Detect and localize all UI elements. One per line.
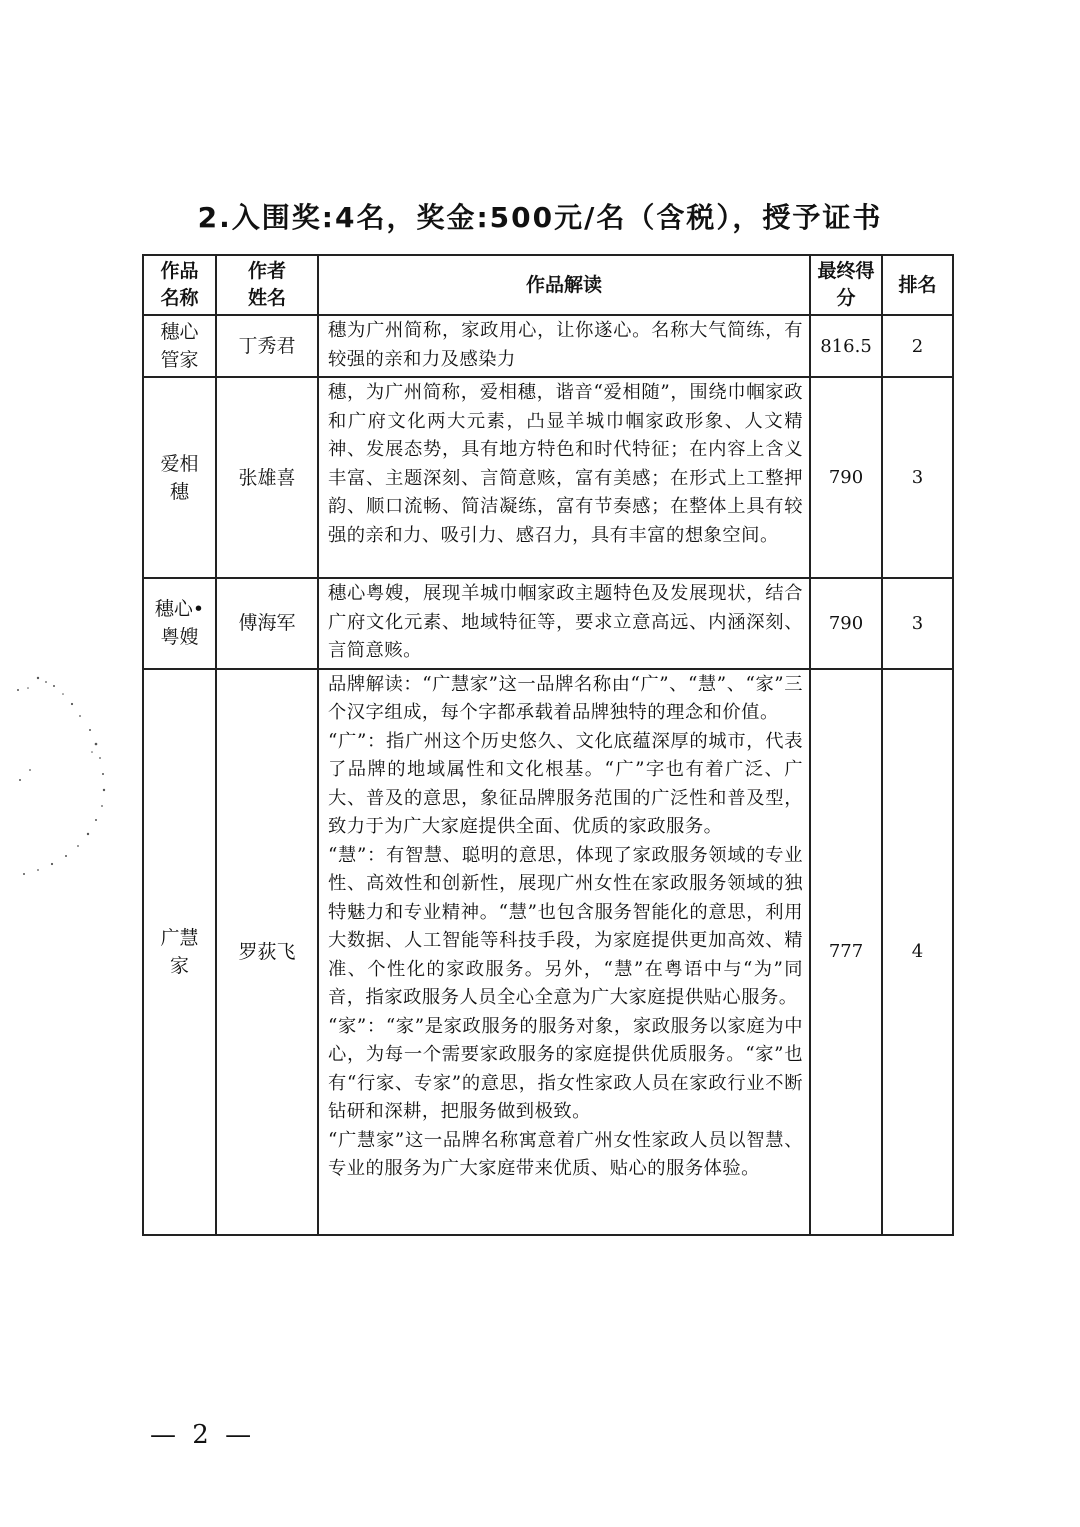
score-cell: 816.5 — [810, 315, 882, 377]
work-name-cell: 广慧 家 — [143, 669, 216, 1235]
interpretation-paragraph: “广”：指广州这个历史悠久、文化底蕴深厚的城市，代表了品牌的地域属性和文化根基。“广”字也有着广泛、广大、普及的意思，象征品牌服务范围的广泛性和普及型，致力于为广大家庭提供全面、优质的家政服务。 — [328, 730, 803, 837]
table-row — [143, 669, 953, 1235]
author-cell: 傅海军 — [216, 578, 318, 669]
table-row — [143, 377, 953, 578]
interpretation-paragraph: “慧”：有智慧、聪明的意思，体现了家政服务领域的专业性、高效性和创新性，展现广州女性在家政服务领域的独特魅力和专业精神。“慧”也包含服务智能化的意思，利用大数据、人工智能等科技手段，为家庭提供更加高效、精准、个性化的家政服务。另外，“慧”在粤语中与“为”同音，指家政服务人员全心全意为广大家庭提供贴心服务。 — [328, 844, 803, 1008]
section-title: 2.入围奖:4名，奖金:500元/名（含税），授予证书 — [197, 201, 883, 234]
header-interpretation: 作品解读 — [318, 255, 810, 315]
scan-speckle-marks — [8, 660, 118, 890]
author-cell: 罗荻飞 — [216, 669, 318, 1235]
header-rank: 排名 — [882, 255, 953, 315]
table-row — [143, 578, 953, 669]
page-number: — 2 — — [150, 1420, 256, 1450]
score-cell: 790 — [810, 578, 882, 669]
work-name-cell: 穗心 管家 — [143, 315, 216, 377]
interpretation-cell — [318, 669, 810, 1235]
interpretation-cell: 穗，为广州简称，爱相穗，谐音“爱相随”，围绕巾帼家政和广府文化两大元素，凸显羊城巾帼家政形象、人文精神、发展态势，具有地方特色和时代特征；在内容上含义丰富、主题深刻、言简意赅，富有美感；在形式上工整押韵、顺口流畅、简洁凝练，富有节奏感；在整体上具有较强的亲和力、吸引力、感召力，具有丰富的想象空间。 — [318, 377, 810, 578]
awards-table — [142, 254, 954, 1236]
interpretation-cell: 穗心粤嫂，展现羊城巾帼家政主题特色及发展现状，结合广府文化元素、地域特征等，要求立意高远、内涵深刻、言简意赅。 — [318, 578, 810, 669]
rank-cell: 3 — [882, 377, 953, 578]
interpretation-paragraph: “家”：“家”是家政服务的服务对象，家政服务以家庭为中心，为每一个需要家政服务的家庭提供优质服务。“家”也有“行家、专家”的意思，指女性家政人员在家政行业不断钻研和深耕，把服务做到极致。 — [328, 1015, 803, 1122]
interpretation-paragraph: “广慧家”这一品牌名称寓意着广州女性家政人员以智慧、专业的服务为广大家庭带来优质、贴心的服务体验。 — [328, 1129, 803, 1179]
table-header-row — [143, 255, 953, 315]
interpretation-cell: 穗为广州简称，家政用心，让你遂心。名称大气简练，有较强的亲和力及感染力 — [318, 315, 810, 377]
header-final-score: 最终得 分 — [810, 255, 882, 315]
work-name-cell: 穗心• 粤嫂 — [143, 578, 216, 669]
rank-cell: 3 — [882, 578, 953, 669]
author-cell: 张雄喜 — [216, 377, 318, 578]
score-cell: 777 — [810, 669, 882, 1235]
rank-cell: 4 — [882, 669, 953, 1235]
interpretation-paragraph: 品牌解读：“广慧家”这一品牌名称由“广”、“慧”、“家”三个汉字组成，每个字都承载着品牌独特的理念和价值。 — [328, 673, 803, 723]
header-author-name: 作者 姓名 — [216, 255, 318, 315]
author-cell: 丁秀君 — [216, 315, 318, 377]
rank-cell: 2 — [882, 315, 953, 377]
header-work-name: 作品 名称 — [143, 255, 216, 315]
table-row — [143, 315, 953, 377]
score-cell: 790 — [810, 377, 882, 578]
work-name-cell: 爱相 穗 — [143, 377, 216, 578]
